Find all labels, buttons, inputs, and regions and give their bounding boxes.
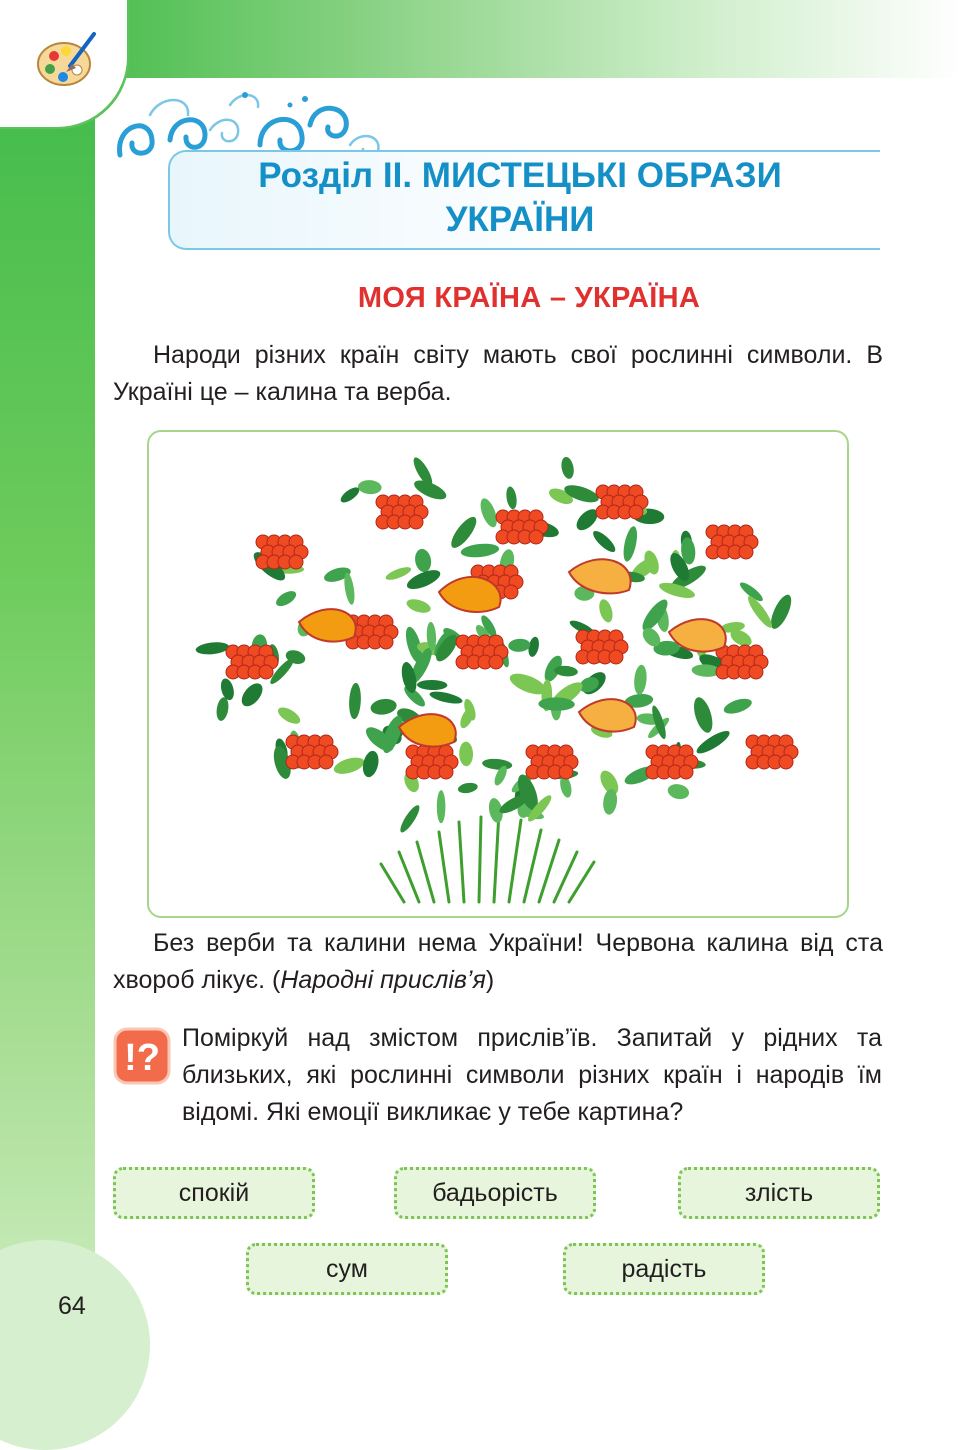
section-title xyxy=(170,154,870,242)
intro-text: Народи різних країн світу мають свої рослинні символи. В Україні це – калина та верба. xyxy=(113,341,883,406)
berry xyxy=(409,515,423,529)
berry-cluster xyxy=(226,645,278,679)
proverb-text: Без верби та калини нема України! Червона калина від ста хвороб лікує. ( xyxy=(113,929,883,994)
berry xyxy=(489,655,503,669)
berry xyxy=(749,665,763,679)
leaf xyxy=(508,638,531,653)
leaf xyxy=(666,782,690,801)
leaf xyxy=(215,696,230,721)
leaf xyxy=(437,790,446,823)
leaf xyxy=(397,803,422,835)
berry-cluster xyxy=(596,485,648,519)
task-paragraph: Поміркуй над змістом прислів’їв. Запитай у рідних та близьких, які рослинні символи різних країн і народів їм відомі. Які емоції викликає у тебе картина? xyxy=(182,1024,882,1126)
grass xyxy=(381,812,594,902)
top-decoration-strip xyxy=(95,0,963,78)
leaf xyxy=(560,456,576,480)
leaf xyxy=(405,597,432,616)
proverb-close: ) xyxy=(485,966,495,994)
emotion-chip-anger: злість xyxy=(678,1167,880,1219)
leaf xyxy=(332,754,366,777)
berry-cluster xyxy=(646,745,698,779)
emotion-chip-calm: спокій xyxy=(113,1167,315,1219)
berry xyxy=(504,585,518,599)
berry xyxy=(529,530,543,544)
leaf xyxy=(590,528,618,555)
viburnum-painting xyxy=(147,430,849,918)
lesson-title: МОЯ КРАЇНА – УКРАЇНА xyxy=(357,282,701,314)
leaf xyxy=(238,680,267,711)
leaf xyxy=(505,486,518,510)
berry xyxy=(779,755,793,769)
berry-cluster xyxy=(286,735,338,769)
berry-cluster xyxy=(706,525,758,559)
leaf xyxy=(460,542,500,559)
leaf xyxy=(417,680,448,691)
page-number: 64 xyxy=(58,1292,86,1320)
leaf xyxy=(633,664,648,695)
leaf xyxy=(219,677,236,702)
leaf xyxy=(384,565,412,583)
proverb-paragraph xyxy=(113,925,883,999)
section-title-line2: УКРАЇНИ xyxy=(445,200,595,239)
leaf xyxy=(195,641,230,656)
berry xyxy=(259,665,273,679)
side-decoration-strip xyxy=(0,0,95,1394)
leaf xyxy=(369,697,397,716)
svg-text:!?: !? xyxy=(124,1037,160,1079)
question-exclamation-icon xyxy=(113,1027,171,1085)
emotion-chip-vigor: бадьорість xyxy=(394,1167,596,1219)
berry-cluster xyxy=(496,510,548,544)
viburnum-tree-illustration xyxy=(149,432,847,916)
leaf xyxy=(428,689,463,706)
leaf xyxy=(348,683,361,720)
leaf xyxy=(621,525,640,563)
leaf xyxy=(459,741,473,766)
leaf xyxy=(722,696,754,717)
proverb-source: Народні прислів’я xyxy=(280,966,486,994)
berry-cluster xyxy=(376,495,428,529)
leaf xyxy=(413,548,433,574)
emotion-chip-sadness: сум xyxy=(246,1243,448,1295)
berry xyxy=(739,545,753,559)
berry xyxy=(629,505,643,519)
berry xyxy=(609,650,623,664)
berry xyxy=(319,755,333,769)
berry-cluster xyxy=(716,645,768,679)
leaf xyxy=(358,479,383,495)
leaf xyxy=(690,695,716,735)
leaf xyxy=(360,749,380,778)
berry-cluster xyxy=(746,735,798,769)
emotion-chip-joy: радість xyxy=(563,1243,765,1295)
leaf xyxy=(597,598,615,624)
leaf xyxy=(482,758,513,771)
berry xyxy=(559,765,573,779)
berry-cluster xyxy=(526,745,578,779)
berry xyxy=(439,765,453,779)
berry xyxy=(289,555,303,569)
berry-cluster xyxy=(456,635,508,669)
leaf xyxy=(275,704,302,727)
berry-cluster xyxy=(406,745,458,779)
intro-paragraph xyxy=(113,337,883,411)
leaf xyxy=(274,588,299,609)
leaf xyxy=(477,496,500,529)
berry xyxy=(379,635,393,649)
berry xyxy=(679,765,693,779)
leaf xyxy=(694,727,733,757)
berry-cluster xyxy=(256,535,308,569)
leaf xyxy=(457,781,478,794)
section-title-line1: Розділ ІІ. МИСТЕЦЬКІ ОБРАЗИ xyxy=(258,156,782,195)
berry-cluster xyxy=(576,630,628,664)
palette-brush-icon xyxy=(36,28,98,90)
